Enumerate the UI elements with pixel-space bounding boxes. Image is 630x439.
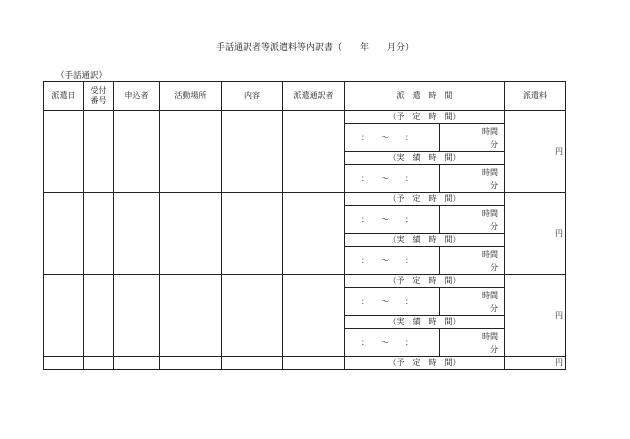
location-cell[interactable] xyxy=(160,193,222,275)
header-fee: 派遣料 xyxy=(505,82,566,111)
header-content: 内容 xyxy=(222,82,283,111)
interpreter-cell[interactable] xyxy=(283,357,345,370)
table-row xyxy=(44,111,566,124)
footer-fee-cell[interactable]: 円 xyxy=(505,357,566,370)
fee-cell[interactable]: 円 xyxy=(505,193,566,275)
table-row xyxy=(44,275,566,288)
document-title: 手話通訳者等派遣料等内訳書（ 年 月分） xyxy=(215,43,414,53)
scheduled-time-range[interactable]: ： ～ ： xyxy=(345,288,440,316)
interpreter-cell[interactable] xyxy=(283,275,345,357)
header-location: 活動場所 xyxy=(160,82,222,111)
date-cell[interactable] xyxy=(44,111,84,193)
applicant-cell[interactable] xyxy=(114,193,160,275)
interpreter-cell[interactable] xyxy=(283,193,345,275)
scheduled-time-label: （予 定 時 間） xyxy=(345,111,505,124)
date-cell[interactable] xyxy=(44,275,84,357)
fee-cell[interactable]: 円 xyxy=(505,275,566,357)
scheduled-time-range[interactable]: ： ～ ： xyxy=(345,206,440,234)
header-interpreter: 派遣通訳者 xyxy=(283,82,345,111)
scheduled-time-label: （予 定 時 間） xyxy=(345,193,505,206)
scheduled-duration[interactable]: 時間 分 xyxy=(440,124,505,152)
header-reception-number: 受付 番号 xyxy=(84,82,114,111)
header-dispatch-time: 派 遣 時 間 xyxy=(345,82,505,111)
actual-time-range[interactable]: ： ～ ： xyxy=(345,329,440,357)
reception-number-cell[interactable] xyxy=(84,357,114,370)
table-row xyxy=(44,193,566,206)
applicant-cell[interactable] xyxy=(114,275,160,357)
fee-cell[interactable]: 円 xyxy=(505,111,566,193)
content-cell[interactable] xyxy=(222,193,283,275)
actual-time-label: （実 績 時 間） xyxy=(345,152,505,165)
date-cell[interactable] xyxy=(44,357,84,370)
section-label: （手話通訳） xyxy=(56,71,108,81)
actual-duration[interactable]: 時間 分 xyxy=(440,329,505,357)
reception-number-cell[interactable] xyxy=(84,193,114,275)
actual-time-range[interactable]: ： ～ ： xyxy=(345,247,440,275)
scheduled-time-range[interactable]: ： ～ ： xyxy=(345,124,440,152)
content-cell[interactable] xyxy=(222,357,283,370)
location-cell[interactable] xyxy=(160,111,222,193)
scheduled-duration[interactable]: 時間 分 xyxy=(440,288,505,316)
interpreter-cell[interactable] xyxy=(283,111,345,193)
content-cell[interactable] xyxy=(222,111,283,193)
footer-row xyxy=(44,357,566,370)
scheduled-time-label: （予 定 時 間） xyxy=(345,275,505,288)
actual-time-range[interactable]: ： ～ ： xyxy=(345,165,440,193)
applicant-cell[interactable] xyxy=(114,357,160,370)
actual-duration[interactable]: 時間 分 xyxy=(440,165,505,193)
actual-duration[interactable]: 時間 分 xyxy=(440,247,505,275)
content-cell[interactable] xyxy=(222,275,283,357)
scheduled-duration[interactable]: 時間 分 xyxy=(440,206,505,234)
actual-time-label: （実 績 時 間） xyxy=(345,316,505,329)
reception-number-cell[interactable] xyxy=(84,275,114,357)
location-cell[interactable] xyxy=(160,357,222,370)
applicant-cell[interactable] xyxy=(114,111,160,193)
header-applicant: 申込者 xyxy=(114,82,160,111)
footer-scheduled-label: （予 定 時 間） xyxy=(345,357,505,370)
location-cell[interactable] xyxy=(160,275,222,357)
breakdown-table xyxy=(43,81,566,370)
date-cell[interactable] xyxy=(44,193,84,275)
actual-time-label: （実 績 時 間） xyxy=(345,234,505,247)
reception-number-cell[interactable] xyxy=(84,111,114,193)
header-date: 派遣日 xyxy=(44,82,84,111)
